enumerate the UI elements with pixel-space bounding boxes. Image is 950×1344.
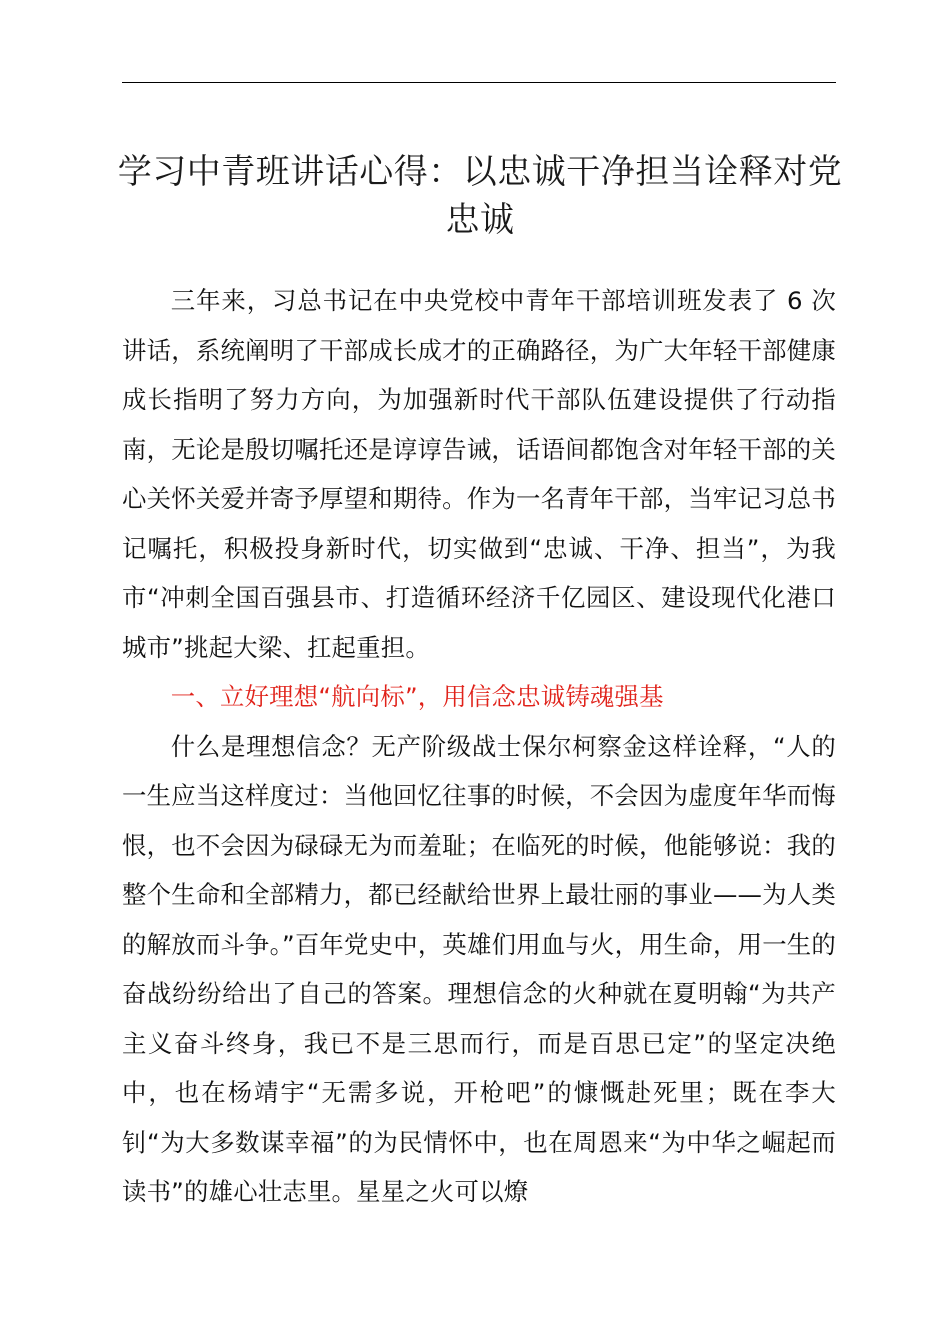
- document-body: [122, 276, 836, 1217]
- paragraph-intro: 三年来，习总书记在中央党校中青年干部培训班发表了 6 次讲话，系统阐明了干部成长成才的正确路径，为广大年轻干部健康成长指明了努力方向，为加强新时代干部队伍建设提供了行动指南，无论是殷切嘱托还是谆谆告诫，话语间都饱含对年轻干部的关心关怀关爱并寄予厚望和期待。作为一名青年干部，当牢记习总书记嘱托，积极投身新时代，切实做到“忠诚、干净、担当”，为我市“冲刺全国百强县市、打造循环经济千亿园区、建设现代化港口城市”挑起大梁、扛起重担。: [122, 286, 836, 662]
- section-heading-1: 一、立好理想“航向标”，用信念忠诚铸魂强基: [170, 682, 664, 711]
- header-rule: [122, 82, 836, 83]
- document-title: 学习中青班讲话心得：以忠诚干净担当诠释对党忠诚: [117, 152, 843, 240]
- paragraph-ideals: 什么是理想信念？无产阶级战士保尔柯察金这样诠释，“人的一生应当这样度过：当他回忆往事的时候，不会因为虚度年华而悔恨，也不会因为碌碌无为而羞耻；在临死的时候，他能够说：我的整个生命和全部精力，都已经献给世界上最壮丽的事业——为人类的解放而斗争。”百年党史中，英雄们用血与火，用生命，用一生的奋战纷纷给出了自己的答案。理想信念的火种就在夏明翰“为共产主义奋斗终身，我已不是三思而行，而是百思已定”的坚定决绝中，也在杨靖宇“无需多说，开枪吧”的慷慨赴死里；既在李大钊“为大多数谋幸福”的为民情怀中，也在周恩来“为中华之崛起而读书”的雄心壮志里。星星之火可以燎: [122, 731, 836, 1206]
